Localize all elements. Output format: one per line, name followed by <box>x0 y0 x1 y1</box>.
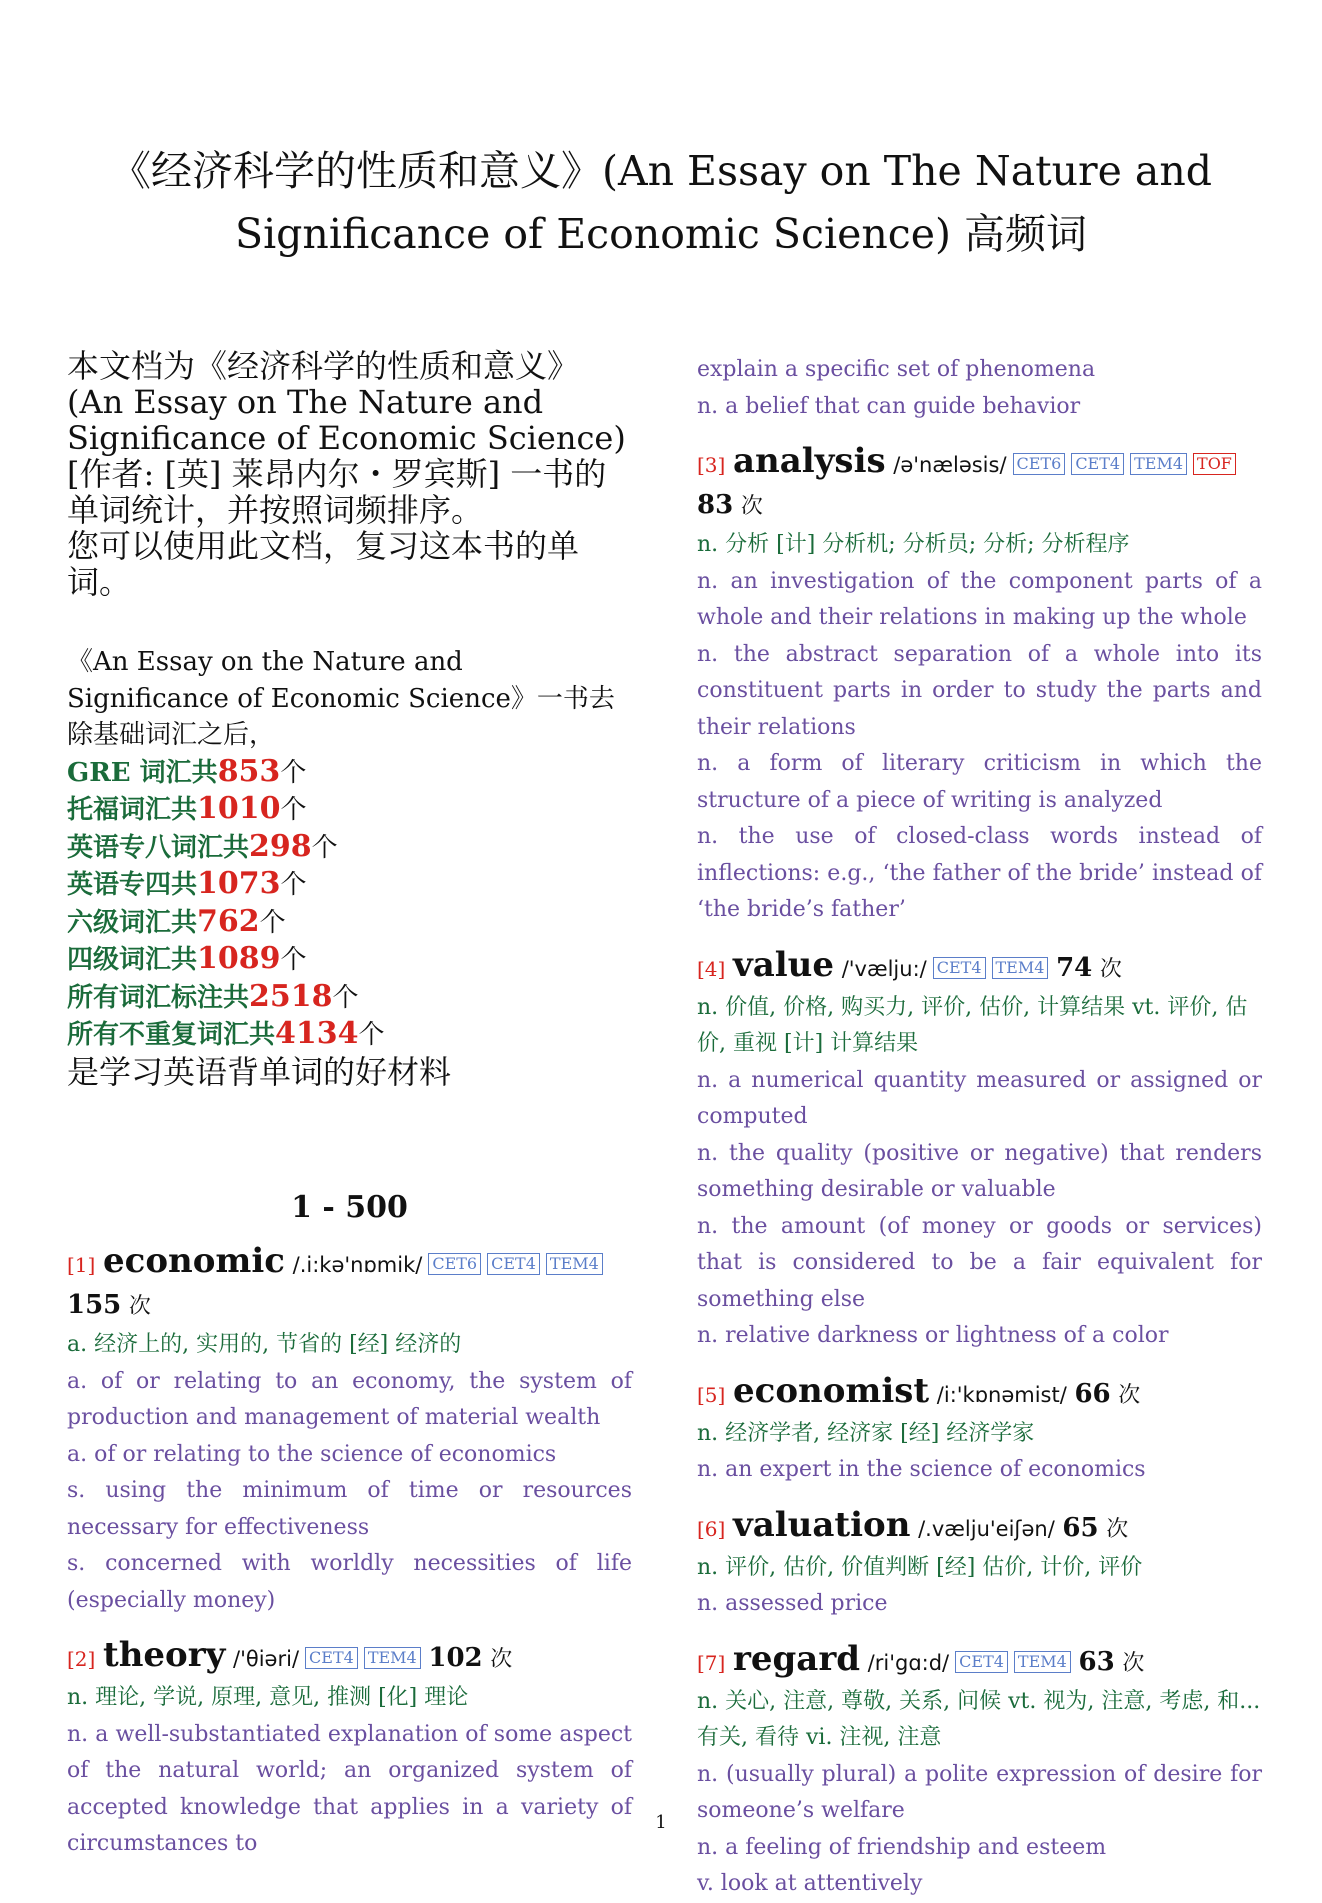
phonetic: /'θiəri/ <box>233 1647 300 1671</box>
definition-en: n. relative darkness or lightness of a color <box>697 1323 1169 1348</box>
definition-en: n. an investigation of the component parts of a whole and their relations in making up the whole <box>697 568 1262 630</box>
stat-row <box>67 829 632 867</box>
summary <box>67 644 632 1090</box>
definition-en: n. the amount (of money or goods or services) that is considered to be a fair equivalent for something else <box>697 1213 1262 1312</box>
exam-tag: CET4 <box>1071 453 1124 475</box>
definition-en: v. look at attentively <box>697 1871 923 1896</box>
entry-head <box>697 1639 1262 1684</box>
exam-tag: CET4 <box>487 1253 540 1275</box>
phonetic: /.vælju'eiʃən/ <box>918 1516 1055 1541</box>
stat-number: 1010 <box>197 791 281 826</box>
definition-en: n. the abstract separation of a whole into its constituent parts in order to study the parts and their relations <box>697 641 1262 740</box>
headword: economic <box>102 1241 285 1281</box>
definition-cn: n. 关心, 注意, 尊敬, 关系, 问候 vt. 视为, 注意, 考虑, 和...有关, 看待 vi. 注视, 注意 <box>697 1688 1261 1750</box>
entry-head <box>697 945 1262 990</box>
stat-label: 托福词汇共 <box>67 795 198 825</box>
stat-unit: 个 <box>280 870 307 900</box>
frequency-count: 102 <box>428 1643 483 1673</box>
summary-lead: 《An Essay on the Nature and Significance of Economic Science》一书去除基础词汇之后， <box>67 647 615 750</box>
headword: analysis <box>732 441 886 481</box>
frequency-count: 66 <box>1074 1378 1111 1409</box>
definition-cn: n. 理论, 学说, 原理, 意见, 推测 [化] 理论 <box>67 1685 469 1710</box>
summary-end: 是学习英语背单词的好材料 <box>67 1052 452 1091</box>
section-heading: 1 - 500 <box>291 1190 408 1225</box>
word-entry <box>67 1241 632 1619</box>
exam-tag: TEM4 <box>1130 453 1187 475</box>
entry-head <box>697 1505 1262 1550</box>
word-entry <box>697 441 1262 929</box>
exam-tag: CET4 <box>305 1647 358 1669</box>
stat-number: 298 <box>249 828 312 864</box>
stat-number: 1089 <box>197 941 281 976</box>
stat-label: 所有词汇标注共 <box>67 982 250 1013</box>
entry-head <box>697 1371 1262 1416</box>
headword: valuation <box>732 1504 911 1545</box>
exam-tag: CET4 <box>955 1651 1008 1673</box>
definition-en: n. a well-substantiated explanation of some aspect of the natural world; an organized system of accepted knowledge that applies in a variety of circumstances to <box>67 1721 632 1856</box>
frequency-count: 74 <box>1056 952 1093 983</box>
page-number: 1 <box>655 1812 667 1833</box>
definition-en: n. a feeling of friendship and esteem <box>697 1834 1107 1860</box>
entries-right <box>697 352 1262 1903</box>
entry-index: [7] <box>697 1650 726 1675</box>
frequency-unit: 次 <box>1106 1516 1129 1542</box>
stat-row <box>67 754 632 792</box>
stat-label: 所有不重复词汇共 <box>67 1020 276 1050</box>
headword: economist <box>732 1370 930 1411</box>
entry-index: [2] <box>67 1647 96 1671</box>
stat-row <box>67 866 632 904</box>
definition-en: n. the quality (positive or negative) that renders something desirable or valuable <box>697 1140 1262 1202</box>
entry-head <box>67 1635 632 1680</box>
entry-index: [1] <box>67 1253 96 1277</box>
exam-tag: CET6 <box>428 1253 481 1275</box>
stat-unit: 个 <box>358 1020 385 1050</box>
stat-label: 英语专八词汇共 <box>67 832 250 863</box>
frequency-count: 155 <box>67 1290 122 1320</box>
stat-unit: 个 <box>259 907 286 938</box>
stat-unit: 个 <box>280 757 307 788</box>
stat-row <box>67 1016 632 1054</box>
definition-en: explain a specific set of phenomena <box>697 357 1096 382</box>
frequency-count: 83 <box>697 490 734 520</box>
word-entry <box>697 945 1262 1355</box>
stat-unit: 个 <box>280 945 307 975</box>
title-line-1: 《经济科学的性质和意义》(An Essay on The Nature and <box>109 147 1213 195</box>
phonetic: /ri'gɑ:d/ <box>867 1650 950 1675</box>
title-line-2: Significance of Economic Science) 高频词 <box>234 210 1087 258</box>
stat-number: 762 <box>197 903 260 939</box>
intro-paragraph-1: 本文档为《经济科学的性质和意义》(An Essay on The Nature and Significance of Economic Science)[作者: [英] 莱昂内尔・罗宾斯] 一书的单词统计，并按照词频排序。 <box>67 347 626 529</box>
word-entry <box>697 1505 1262 1623</box>
entry-index: [3] <box>697 453 726 477</box>
headword: regard <box>732 1638 861 1679</box>
definition-en: s. using the minimum of time or resources necessary for effectiveness <box>67 1478 632 1540</box>
definition-en: a. of or relating to an economy, the system of production and management of material wealth <box>67 1368 632 1430</box>
headword: theory <box>102 1635 226 1675</box>
right-column <box>697 352 1262 1903</box>
exam-tag: TEM4 <box>364 1647 421 1669</box>
phonetic: /i:'kɒnəmist/ <box>936 1382 1067 1407</box>
frequency-unit: 次 <box>128 1294 151 1319</box>
stat-row <box>67 791 632 829</box>
entry-head <box>697 441 1262 527</box>
intro-paragraph-2: 您可以使用此文档，复习这本书的单词。 <box>67 527 580 601</box>
frequency-unit: 次 <box>490 1647 513 1672</box>
definition-en: n. a form of literary criticism in which the structure of a piece of writing is analyzed <box>697 751 1262 813</box>
stat-number: 2518 <box>249 978 333 1014</box>
stat-label: 英语专四共 <box>67 870 198 900</box>
entry-index: [6] <box>697 1516 726 1541</box>
stat-number: 1073 <box>197 866 281 901</box>
stat-unit: 个 <box>332 982 359 1013</box>
frequency-unit: 次 <box>1122 1650 1145 1676</box>
definition-en: n. (usually plural) a polite expression of desire for someone’s welfare <box>697 1761 1262 1823</box>
definition-en: s. concerned with worldly necessities of life (especially money) <box>67 1551 632 1613</box>
frequency-count: 63 <box>1078 1646 1115 1677</box>
definition-en: n. a numerical quantity measured or assigned or computed <box>697 1067 1262 1129</box>
document-title <box>80 140 1242 266</box>
headword: value <box>732 944 835 985</box>
definition-en: n. the use of closed-class words instead of inflections: e.g., ‘the father of the bride’ instead of ‘the bride’s father’ <box>697 824 1262 922</box>
exam-tag: TEM4 <box>1014 1651 1071 1673</box>
definition-cn: n. 评价, 估价, 价值判断 [经] 估价, 计价, 评价 <box>697 1554 1143 1580</box>
word-entry <box>697 1371 1262 1489</box>
stat-unit: 个 <box>311 832 338 863</box>
definition-en: n. a belief that can guide behavior <box>697 393 1081 419</box>
entry-index: [4] <box>697 956 726 981</box>
stat-label: GRE 词汇共 <box>67 757 218 788</box>
definition-cn: a. 经济上的, 实用的, 节省的 [经] 经济的 <box>67 1332 462 1357</box>
stat-number: 4134 <box>275 1016 359 1051</box>
definition-en: n. assessed price <box>697 1591 888 1616</box>
stat-label: 四级词汇共 <box>67 945 198 975</box>
phonetic: /'vælju:/ <box>841 956 927 981</box>
stat-unit: 个 <box>280 795 307 825</box>
definition-en: a. of or relating to the science of economics <box>67 1441 557 1467</box>
definition-cn: n. 价值, 价格, 购买力, 评价, 估价, 计算结果 vt. 评价, 估价, 重视 [计] 计算结果 <box>697 994 1248 1056</box>
stat-row <box>67 979 632 1017</box>
stat-label: 六级词汇共 <box>67 907 198 938</box>
definition-cn: n. 经济学者, 经济家 [经] 经济学家 <box>697 1420 1035 1446</box>
entry-head <box>67 1241 632 1327</box>
exam-tag: TEM4 <box>992 957 1049 979</box>
entries-left <box>67 1241 632 1863</box>
phonetic: /ə'næləsis/ <box>893 453 1007 477</box>
stat-row <box>67 941 632 979</box>
definition-en: n. an expert in the science of economics <box>697 1457 1146 1482</box>
exam-tag: CET6 <box>1013 453 1066 475</box>
stats-list <box>67 754 632 1054</box>
stat-row <box>67 904 632 942</box>
word-entry <box>697 352 1262 425</box>
exam-tag: CET4 <box>933 957 986 979</box>
exam-tag: TOF <box>1193 453 1236 475</box>
intro <box>67 348 632 600</box>
frequency-count: 65 <box>1062 1512 1099 1543</box>
phonetic: /.i:kə'nɒmik/ <box>292 1253 423 1277</box>
frequency-unit: 次 <box>740 494 763 519</box>
word-entry <box>697 1639 1262 1903</box>
exam-tag: TEM4 <box>546 1253 603 1275</box>
entry-index: [5] <box>697 1382 726 1407</box>
frequency-unit: 次 <box>1118 1382 1141 1408</box>
left-column <box>67 348 632 1863</box>
stat-number: 853 <box>217 753 281 789</box>
definition-cn: n. 分析 [计] 分析机; 分析员; 分析; 分析程序 <box>697 532 1130 557</box>
frequency-unit: 次 <box>1099 956 1122 982</box>
